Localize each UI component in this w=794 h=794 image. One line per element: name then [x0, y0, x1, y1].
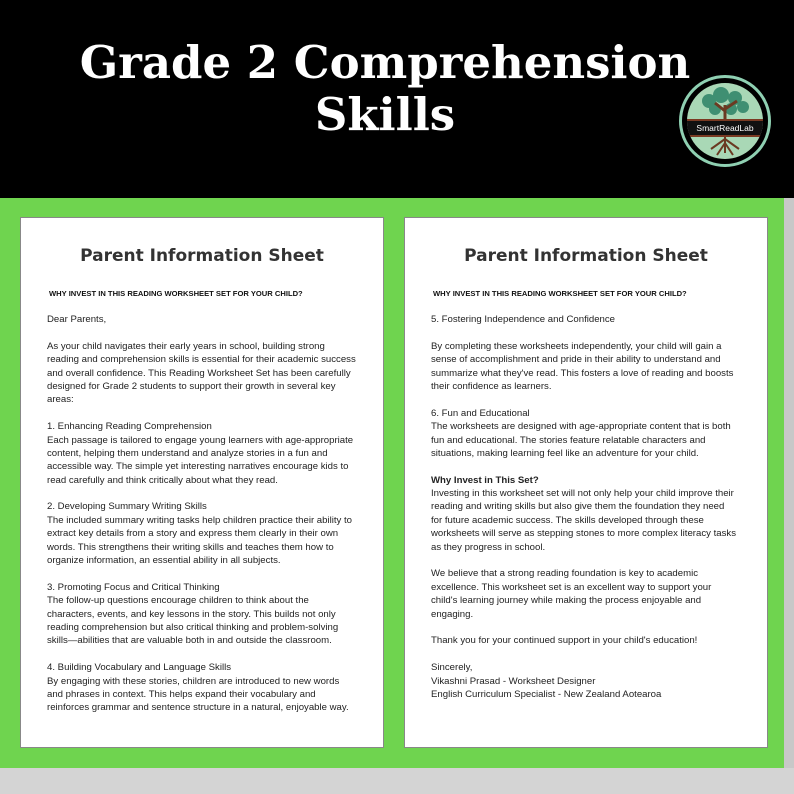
text-line: Thank you for your continued support in your child's education! [431, 635, 698, 647]
text-line: designed for Grade 2 students to support their growth in several key [47, 380, 336, 392]
header-banner [0, 0, 794, 198]
logo-text: SmartReadLab [687, 119, 763, 137]
text-line: engaging. [431, 608, 474, 620]
blank-line [47, 407, 373, 420]
text-line: reinforces grammar and sentence structure in a natural, enjoyable way. [47, 702, 349, 714]
text-line: Investing in this worksheet set will not only help your child improve their [431, 488, 734, 500]
blank-line [47, 487, 373, 500]
text-line: their confidence as learners. [431, 380, 552, 392]
parent-info-page-2 [404, 217, 768, 748]
text-line: for future academic success. The skills developed through these [431, 514, 704, 526]
smartreadlab-logo [679, 75, 771, 167]
section-heading: Why Invest in This Set? [431, 474, 539, 486]
blank-line [431, 393, 757, 406]
sheet-title: Parent Information Sheet [464, 246, 708, 266]
text-line: Vikashni Prasad - Worksheet Designer [431, 675, 596, 687]
text-line: and overall confidence. This Reading Worksheet Set has been carefully [47, 367, 351, 379]
page-title [0, 37, 770, 141]
right-edge-strip [784, 198, 794, 794]
text-line: 4. Building Vocabulary and Language Skills [47, 662, 232, 674]
sheet-body [47, 313, 373, 715]
text-line: as they progress in school. [431, 541, 546, 553]
text-line: extract key details from a story and express them clearly in their own [47, 528, 339, 540]
text-line: 1. Enhancing Reading Comprehension [47, 421, 212, 433]
blank-line [47, 326, 373, 339]
text-line: worksheets will serve as stepping stones to more complex literacy tasks [431, 528, 736, 540]
text-line: Dear Parents, [47, 314, 107, 325]
text-line: The worksheets are designed with age-appropriate content that is both [431, 421, 731, 433]
blank-line [431, 326, 757, 339]
sheet-body [431, 313, 757, 701]
blank-line [47, 648, 373, 661]
text-line: characters, events, and key lessons in the story. This builds not only [47, 608, 336, 620]
text-line: 6. Fun and Educational [431, 407, 530, 419]
text-line: read carefully and think critically about what they read. [47, 474, 278, 486]
text-line: By engaging with these stories, children are introduced to new words [47, 675, 340, 687]
sheet-title: Parent Information Sheet [80, 246, 324, 266]
blank-line [431, 621, 757, 634]
text-line: situations, making learning feel like an adventure for your child. [431, 447, 699, 459]
text-line: organize information, an essential ability in all subjects. [47, 555, 281, 567]
text-line: reading comprehension but also critical thinking and problem-solving [47, 621, 339, 633]
text-line: skills—abilities that are valuable both in and outside the classroom. [47, 635, 332, 647]
text-line: child's learning journey while making the process enjoyable and [431, 595, 702, 607]
text-line: 2. Developing Summary Writing Skills [47, 501, 207, 513]
text-line: 3. Promoting Focus and Critical Thinking [47, 581, 220, 593]
text-line: summarize what they've read. This fosters a love of reading and boosts [431, 367, 734, 379]
text-line: fun and educational. The stories feature relatable characters and [431, 434, 706, 446]
text-line: English Curriculum Specialist - New Zealand Aotearoa [431, 688, 662, 700]
text-line: The included summary writing tasks help children practice their ability to [47, 514, 352, 526]
text-line: sense of accomplishment and pride in their ability to understand and [431, 354, 721, 366]
text-line: words. This strengthens their writing skills and teaches them how to [47, 541, 334, 553]
text-line: As your child navigates their early years in school, building strong [47, 340, 325, 352]
blank-line [431, 554, 757, 567]
text-line: content, helping them understand and analyze stories in a fun and [47, 447, 328, 459]
text-line: Each passage is tailored to engage young learners with age-appropriate [47, 434, 354, 446]
text-line: areas: [47, 394, 74, 406]
title-line-1: Grade 2 Comprehension [79, 36, 691, 89]
text-line: Sincerely, [431, 662, 473, 674]
blank-line [47, 567, 373, 580]
blank-line [431, 460, 757, 473]
text-line: and phrases in context. This helps expand their vocabulary and [47, 688, 316, 700]
text-line: excellence. This worksheet set is an excellent way to support your [431, 581, 712, 593]
text-line: reading and comprehension skills is essential for their academic success [47, 354, 356, 366]
text-line: By completing these worksheets independently, your child will gain a [431, 340, 722, 352]
text-line: We believe that a strong reading foundation is key to academic [431, 568, 699, 580]
text-line: accessible way. The simple yet interesting narratives encourage kids to [47, 461, 349, 473]
text-line: 5. Fostering Independence and Confidence [431, 314, 616, 325]
bottom-edge-strip [0, 768, 794, 794]
sheet-subtitle: WHY INVEST IN THIS READING WORKSHEET SET FOR YOUR CHILD? [49, 289, 303, 298]
title-line-2: Skills [314, 88, 456, 141]
text-line: reading and writing skills but also give them the foundation they need [431, 501, 725, 513]
text-line: The follow-up questions encourage children to think about the [47, 595, 309, 607]
parent-info-page-1 [20, 217, 384, 748]
sheet-subtitle: WHY INVEST IN THIS READING WORKSHEET SET FOR YOUR CHILD? [433, 289, 687, 298]
blank-line [431, 648, 757, 661]
